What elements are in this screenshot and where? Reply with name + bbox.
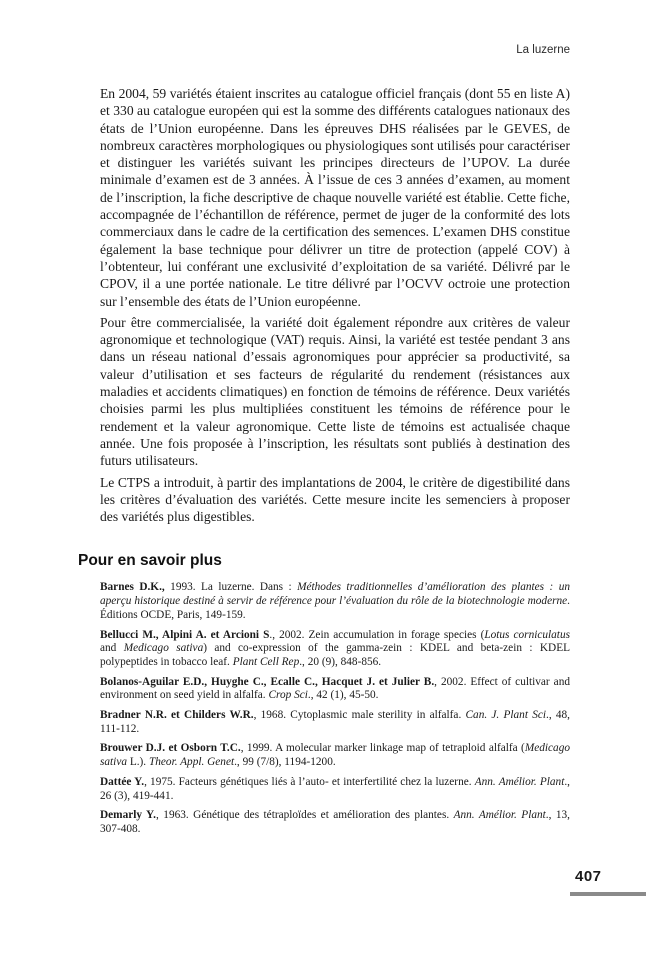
body-paragraph: Pour être commercialisée, la variété doit également répondre aux critères de valeur agronomique et technologique (VAT) requis. Ainsi, la variété est testée pendant 3 ans dans un réseau national d’essais agronomiques pour apprécier sa productivité, sa valeur d’utilisation et ses facteurs de régularité du rendement (résistances aux maladies et accidents climatiques) en fonction de témoins de référence. Deux variétés choisies parmi les plus multipliées constituent les témoins de référence pour le rendement et la valeur agronomique. Cette liste de témoins est actualisée chaque année. Une fois proposée à l’inscription, les résultats sont publiés à destination des futurs utilisateurs. bbox=[100, 314, 570, 469]
reference-item: Dattée Y., 1975. Facteurs génétiques liés à l’auto- et interfertilité chez la luzerne. Ann. Amélior. Plant., 26 (3), 419-441. bbox=[100, 775, 570, 802]
footer-rule bbox=[570, 892, 646, 896]
page-footer bbox=[570, 868, 646, 896]
reference-list bbox=[100, 581, 570, 836]
body-paragraph: En 2004, 59 variétés étaient inscrites au catalogue officiel français (dont 55 en liste A) et 330 au catalogue européen qui est la somme des différents catalogues nationaux des états de l’Union européenne. Dans les épreuves DHS réalisées par le GEVES, de nombreux caractères morphologiques ou physiologiques sont utilisés pour caractériser et distinguer les variétés suivant les principes directeurs de l’UPOV. La durée minimale d’examen est de 3 années. À l’issue de ces 3 années d’examen, au moment de l’inscription, la fiche descriptive de chaque nouvelle variété est établie. Cette fiche, accompagnée de l’échantillon de référence, permet de juger de la conformité des lots commerciaux dans le cadre de la certification des semences. L’examen DHS constitue également la base technique pour délivrer un titre de protection (appelé COV) à l’obtenteur, lui conférant une exclusivité d’exploitation de sa variété. Délivré par le CPOV, il a une portée nationale. Le titre délivré par l’OCVV octroie une protection sur l’ensemble des états de l’Union européenne. bbox=[100, 86, 570, 309]
reference-item: Demarly Y., 1963. Génétique des tétraploïdes et amélioration des plantes. Ann. Amélior. Plant., 13, 307-408. bbox=[100, 809, 570, 835]
section-heading: Pour en savoir plus bbox=[78, 552, 222, 570]
reference-item: Bolanos-Aguilar E.D., Huyghe C., Ecalle C., Hacquet J. et Julier B., 2002. Effect of cultivar and environment on seed yield in alfalfa. Crop Sci., 42 (1), 45-50. bbox=[100, 675, 570, 702]
reference-item: Bellucci M., Alpini A. et Arcioni S., 2002. Zein accumulation in forage species (Lotus corniculatus and Medicago sativa) and co-expression of the gamma-zein : KDEL and beta-zein : KDEL polypeptides in tobacco leaf. Plant Cell Rep., 20 (9), 848-856. bbox=[100, 628, 570, 668]
page-content bbox=[78, 85, 571, 843]
reference-item: Brouwer D.J. et Osborn T.C., 1999. A molecular marker linkage map of tetraploid alfalfa (Medicago sativa L.). Theor. Appl. Genet., 99 (7/8), 1194-1200. bbox=[100, 742, 570, 769]
running-header: La luzerne bbox=[516, 44, 570, 56]
reference-item: Barnes D.K., 1993. La luzerne. Dans : Méthodes traditionnelles d’amélioration des plantes : un aperçu historique destiné à servir de référence pour l’évaluation du rôle de la biotechnologie moderne. Éditions OCDE, Paris, 149-159. bbox=[100, 581, 570, 621]
page-number: 407 bbox=[575, 868, 602, 885]
body-paragraph: Le CTPS a introduit, à partir des implantations de 2004, le critère de digestibilité dans les critères d’évaluation des variétés. Cette mesure incite les semenciers à proposer des variétés plus digestibles. bbox=[100, 474, 570, 525]
reference-item: Bradner N.R. et Childers W.R., 1968. Cytoplasmic male sterility in alfalfa. Can. J. Plant Sci., 48, 111-112. bbox=[100, 709, 571, 735]
